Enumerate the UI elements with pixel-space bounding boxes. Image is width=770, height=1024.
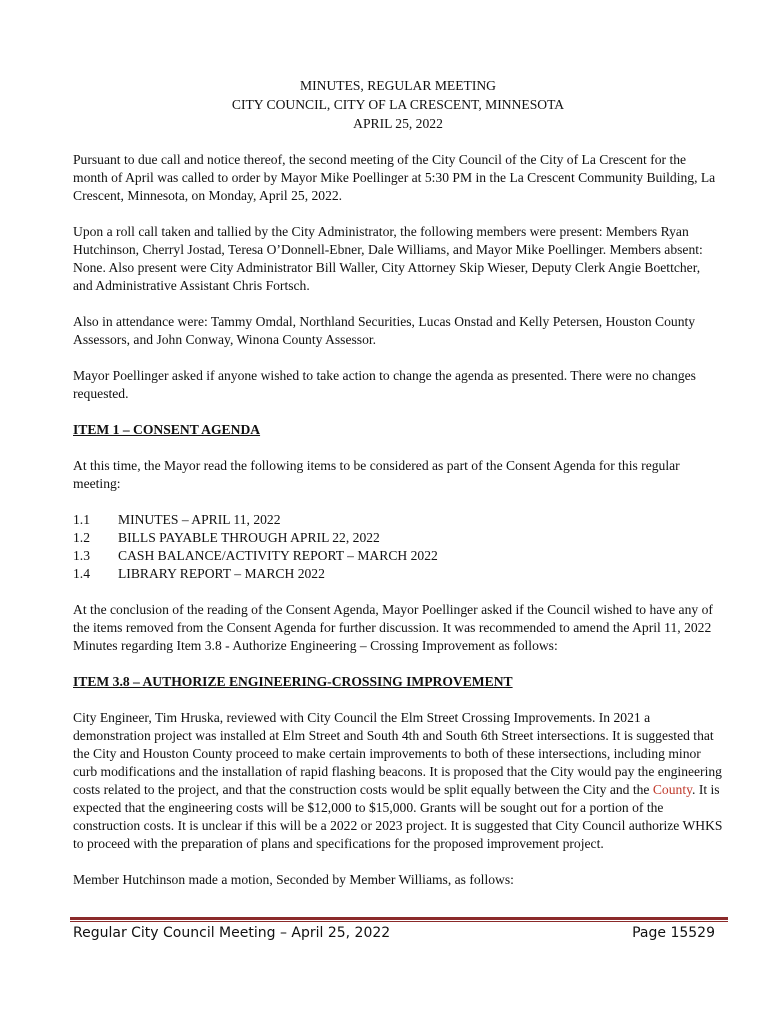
list-item-text: MINUTES – APRIL 11, 2022 [118,512,281,527]
minutes-header [73,76,723,133]
list-item-text: LIBRARY REPORT – MARCH 2022 [118,566,325,581]
intro-paragraph: Pursuant to due call and notice thereof, the second meeting of the City Council of the City of La Crescent for the month of April was called to order by Mayor Mike Poellinger at 5:30 PM in the La Crescent Community Building, La Crescent, Minnesota, on Monday, April 25, 2022. [73,152,716,203]
item38-text-before: City Engineer, Tim Hruska, reviewed with City Council the Elm Street Crossing Improvements. In 2021 a demonstration project was installed at Elm Street and South 4th and South 6th Street intersections. It is suggested that the City and Houston County proceed to make certain improvements to both of these intersections, including minor curb modifications and the installation of rapid flashing beacons. It is proposed that the City would pay the engineering costs related to the project, and that the construction costs would be split equally between the City and the [73,710,722,797]
header-date: APRIL 25, 2022 [353,116,443,131]
roll-call-paragraph: Upon a roll call taken and tallied by the City Administrator, the following members were present: Members Ryan Hutchinson, Cherryl Jostad, Teresa O’Donnell-Ebner, Dale Williams, and Mayor Mike Poellinger. Members absent: None. Also present were City Administrator Bill Waller, City Attorney Skip Wieser, Deputy Clerk Angie Boettcher, and Administrative Assistant Chris Fortsch. [73,224,703,293]
footer-divider-thin [70,921,728,922]
item1-heading: ITEM 1 – CONSENT AGENDA [73,422,261,437]
header-title: MINUTES, REGULAR MEETING [300,78,496,93]
page-number: Page 15529 [632,925,715,941]
list-item-number: 1.4 [73,566,90,581]
list-item [73,565,723,583]
list-item [73,529,723,547]
list-item [73,547,723,565]
footer-title: Regular City Council Meeting – April 25, 2022 [73,925,391,941]
document-body [73,76,723,889]
item1-intro: At this time, the Mayor read the following items to be considered as part of the Consent Agenda for this regular meeting: [73,458,680,491]
list-item-number: 1.3 [73,548,90,563]
list-item-text: CASH BALANCE/ACTIVITY REPORT – MARCH 2022 [118,548,438,563]
attendance-paragraph: Also in attendance were: Tammy Omdal, Northland Securities, Lucas Onstad and Kelly Petersen, Houston County Assessors, and John Conway, Winona County Assessor. [73,314,696,347]
agenda-paragraph: Mayor Poellinger asked if anyone wished to take action to change the agenda as presented. There were no changes requested. [73,368,696,401]
motion-paragraph: Member Hutchinson made a motion, Seconded by Member Williams, as follows: [73,872,514,887]
consent-agenda-list [73,511,723,583]
page-footer [73,925,715,941]
item38-heading: ITEM 3.8 – AUTHORIZE ENGINEERING-CROSSING IMPROVEMENT [73,674,513,689]
list-item-number: 1.1 [73,512,90,527]
list-item [73,511,723,529]
header-organization: CITY COUNCIL, CITY OF LA CRESCENT, MINNESOTA [231,97,565,112]
list-item-number: 1.2 [73,530,90,545]
item38-highlight: County [652,782,693,797]
item38-text-after: . It is expected that the engineering costs will be $12,000 to $15,000. Grants will be sought out for a portion of the construction costs. It is unclear if this will be a 2022 or 2023 project. It is suggested that City Council authorize WHKS to proceed with the preparation of plans and specifications for the proposed improvement project. [73,782,723,851]
list-item-text: BILLS PAYABLE THROUGH APRIL 22, 2022 [118,530,380,545]
item1-conclusion: At the conclusion of the reading of the Consent Agenda, Mayor Poellinger asked if the Council wished to have any of the items removed from the Consent Agenda for further discussion. It was recommended to amend the April 11, 2022 Minutes regarding Item 3.8 - Authorize Engineering – Crossing Improvement as follows: [73,602,713,653]
footer-divider [70,917,728,920]
item38-paragraph [73,709,723,853]
